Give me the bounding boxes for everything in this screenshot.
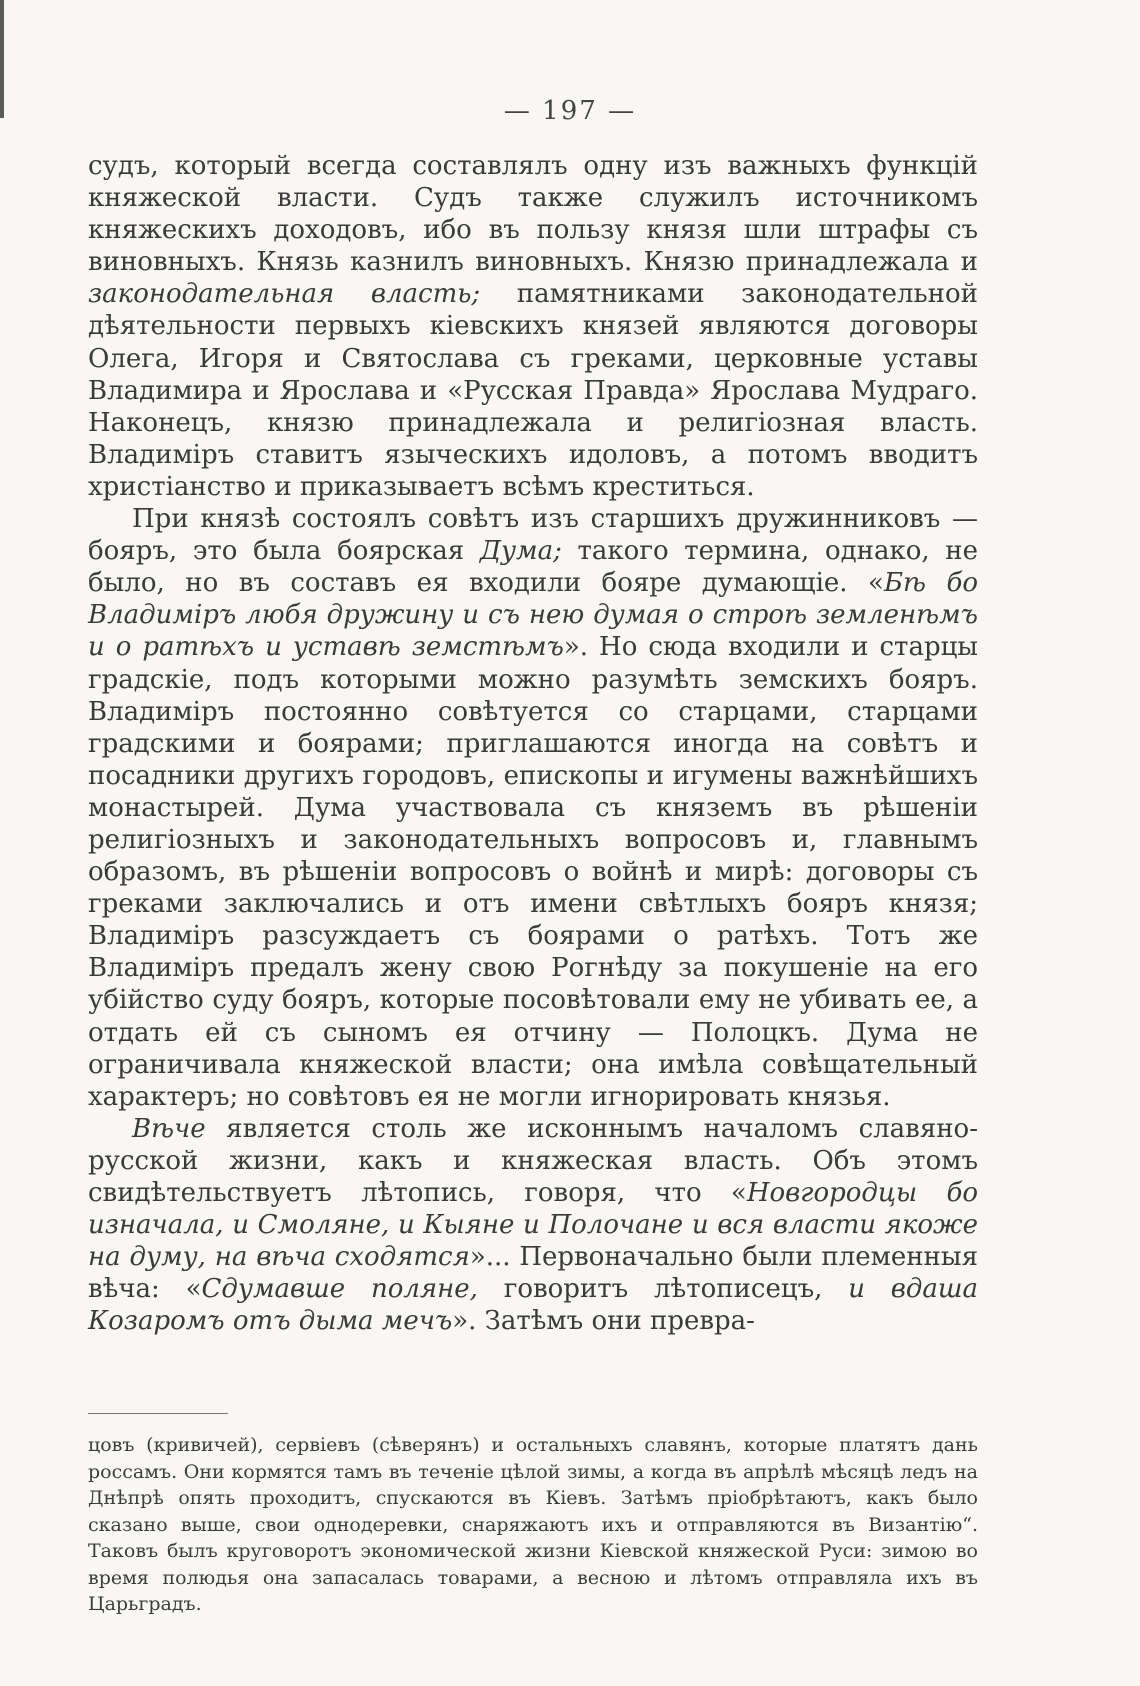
- paragraph: [88, 150, 978, 503]
- italic-text-segment: Вѣче: [132, 1113, 206, 1144]
- text-segment: судъ, который всегда составлялъ одну изъ важныхъ функцій княжеской власти. Судъ также служилъ источникомъ княжескихъ доходовъ, ибо въ пользу князя шли штрафы съ виновныхъ. Князь казнилъ виновныхъ. Князю принадлежала и: [88, 151, 978, 278]
- text-segment: памятниками законодательной дѣятельности первыхъ кіевскихъ князей являются договоры Олега, Игоря и Святослава съ греками, церковные уставы Владимира и Ярослава и «Русская Правда» Ярослава Мудраго. Наконецъ, князю принадлежала и религіозная власть. Владиміръ ставитъ языческихъ идоловъ, а потомъ вводитъ христіанство и приказываетъ всѣмъ креститься.: [88, 279, 978, 502]
- footnote: [88, 1432, 978, 1618]
- italic-text-segment: Новгородцы бо изначала, и Смоляне, и Кыяне и Полочане и вся власти якоже на думу, на вѣча сходятся: [88, 1178, 978, 1273]
- italic-text-segment: законодательная власть;: [88, 279, 481, 310]
- page-number: — 197 —: [503, 96, 637, 126]
- text-segment: является столь же исконнымъ началомъ славяно-русской жизни, какъ и княжеская власть. Объ этомъ свидѣтельствуетъ лѣтопись, говоря, что «: [88, 1113, 978, 1208]
- text-segment: ». Но сюда входили и старцы градскіе, подъ которыми можно разумѣть земскихъ бояръ. Владиміръ постоянно совѣтуется со старцами, старцами градскими и боярами; приглашаются иногда на совѣтъ и посадники другихъ городовъ, епископы и игумены важнѣйшихъ монастырей. Дума участвовала съ княземъ въ рѣшеніи религіозныхъ и законодательныхъ вопросовъ и, главнымъ образомъ, въ рѣшеніи вопросовъ о войнѣ и мирѣ: договоры съ греками заключались и отъ имени свѣтлыхъ бояръ князя; Владиміръ разсуждаетъ съ боярами о ратѣхъ. Тотъ же Владиміръ предалъ жену свою Рогнѣду за покушеніе на его убійство суду бояръ, которые посовѣтовали ему не убивать ее, а отдать ей съ сыномъ ея отчину — Полоцкъ. Дума не ограничивала княжеской власти; она имѣла совѣщательный характеръ; но совѣтовъ ея не могли игнорировать князья.: [88, 632, 978, 1112]
- italic-text-segment: Дума;: [479, 536, 562, 567]
- paragraph: [88, 1113, 978, 1338]
- text-segment: такого термина, однако, не было, но въ составъ ея входили бояре думающіе. «: [88, 536, 979, 599]
- paragraph: [88, 503, 978, 1113]
- italic-text-segment: Бѣ бо Владиміръ любя дружину и съ нею думая о строѣ земленѣмъ и о ратѣхъ и уставѣ земстѣмъ: [88, 568, 978, 663]
- text-segment: »... Первоначально были племенныя вѣча: «: [88, 1242, 978, 1305]
- text-segment: При князѣ состоялъ совѣтъ изъ старшихъ дружинниковъ — бояръ, это была боярская: [88, 504, 978, 567]
- footnote-divider: [88, 1413, 228, 1414]
- italic-text-segment: и вдаша Козаромъ отъ дыма мечъ: [88, 1274, 978, 1337]
- text-segment: ». Затѣмъ они превра-: [452, 1306, 755, 1337]
- main-text: [88, 150, 978, 1337]
- footnote-text: цовъ (кривичей), сервіевъ (сѣверянъ) и остальныхъ славянъ, которые платятъ дань россамъ. Они кормятся тамъ въ теченіе цѣлой зимы, а когда въ апрѣлѣ мѣсяцѣ ледъ на Днѣпрѣ опять проходитъ, спускаются въ Кіевъ. Затѣмъ пріобрѣтаютъ, какъ было сказано выше, свои однодеревки, снаряжаютъ ихъ и отправляются въ Византію“. Таковъ былъ круговоротъ экономической жизни Кіевской княжеской Руси: зимою во время полюдья она запасалась товарами, а весною и лѣтомъ отправляла ихъ въ Царьградъ.: [88, 1434, 978, 1615]
- italic-text-segment: Сдумавше поляне,: [201, 1274, 478, 1305]
- text-segment: говоритъ лѣтописецъ,: [477, 1274, 849, 1305]
